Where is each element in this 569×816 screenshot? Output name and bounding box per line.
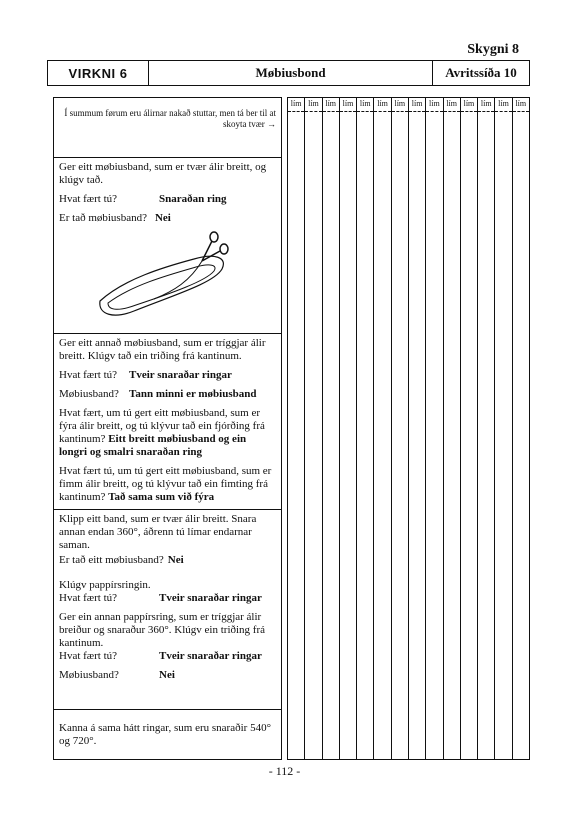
question: Hvat fært tú? bbox=[59, 193, 118, 205]
grid-column-label: lím bbox=[305, 98, 321, 112]
section-3 bbox=[54, 510, 281, 710]
grid-column bbox=[495, 98, 512, 759]
intro-section bbox=[54, 98, 281, 158]
section-4 bbox=[54, 710, 281, 759]
answer: Tann minni er møbiusband bbox=[129, 388, 257, 400]
section2-row-1 bbox=[59, 369, 276, 382]
grid-column bbox=[288, 98, 305, 759]
answer: Nei bbox=[167, 554, 184, 566]
question: Er tað eitt møbiusband? bbox=[59, 554, 164, 566]
section2-question-3 bbox=[59, 407, 276, 459]
glue-strip-grid bbox=[287, 97, 530, 760]
answer: Nei bbox=[159, 669, 175, 681]
grid-column-label: lím bbox=[461, 98, 477, 112]
section-1 bbox=[54, 158, 281, 334]
section4-instruction: Kanna á sama hátt ringar, sum eru snaraðir 540° og 720°. bbox=[59, 722, 271, 747]
section1-row-2 bbox=[59, 212, 276, 225]
answer: Snaraðan ring bbox=[159, 193, 227, 205]
section2-instruction: Ger eitt annað møbiusband, sum er tríggjar álir breitt. Klúgv tað ein triðing frá kantinum. bbox=[59, 337, 266, 362]
worksheet-label: Avritssíða 10 bbox=[445, 65, 517, 80]
question: Hvat fært tú? bbox=[59, 650, 118, 662]
section1-instruction: Ger eitt møbiusband, sum er tvær álir breitt, og klúgv tað. bbox=[59, 161, 267, 186]
section3-row-mob bbox=[59, 554, 276, 567]
grid-column-label: lím bbox=[340, 98, 356, 112]
section1-row-1 bbox=[59, 193, 276, 206]
question-text: Hvat fært, um tú gert eitt møbiusband, sum er fýra álir breitt, og tú klývur tað ein fjórðing frá kantinum? bbox=[59, 407, 265, 445]
grid-column-label: lím bbox=[323, 98, 339, 112]
question: Hvat fært tú? bbox=[59, 369, 118, 381]
grid-column bbox=[513, 98, 529, 759]
section3-instruction: Klipp eitt band, sum er tvær álir breitt. Snara annan endan 360°, áðrenn tú límar endarnar saman. bbox=[59, 513, 257, 551]
grid-column-label: lím bbox=[495, 98, 511, 112]
grid-column bbox=[305, 98, 322, 759]
intro-text: Í summum førum eru álirnar nakað stuttar, men tá ber til at skoyta tvær bbox=[64, 108, 276, 129]
header-bar bbox=[47, 60, 530, 86]
section3-cut: Klúgv pappírsringin. bbox=[59, 579, 151, 591]
answer: Nei bbox=[154, 212, 171, 224]
grid-column-label: lím bbox=[409, 98, 425, 112]
grid-column bbox=[409, 98, 426, 759]
scissors-band-illustration bbox=[94, 231, 244, 323]
section3-row-3 bbox=[59, 669, 276, 682]
question: Møbiusband? bbox=[59, 669, 119, 681]
grid-column-label: lím bbox=[288, 98, 304, 112]
question: Møbiusband? bbox=[59, 388, 119, 400]
section3-row-2 bbox=[59, 650, 276, 663]
page-title: Møbiusbond bbox=[149, 61, 433, 85]
answer: Tveir snaraðar ringar bbox=[159, 650, 262, 662]
grid-column bbox=[357, 98, 374, 759]
section3-row-1 bbox=[59, 592, 276, 605]
grid-column-label: lím bbox=[357, 98, 373, 112]
grid-column-label: lím bbox=[478, 98, 494, 112]
grid-column-label: lím bbox=[392, 98, 408, 112]
page-number: - 112 - bbox=[268, 764, 301, 778]
grid-column-label: lím bbox=[426, 98, 442, 112]
grid-column bbox=[323, 98, 340, 759]
section3-instruction-2: Ger ein annan pappírsring, sum er tríggjar álir breiður og snaraður 360°. Klúgv ein triðing frá kantinum. bbox=[59, 611, 266, 649]
page-heading: Skygni 8 bbox=[467, 42, 519, 57]
grid-column-label: lím bbox=[374, 98, 390, 112]
answer: Tveir snaraðar ringar bbox=[159, 592, 262, 604]
grid-column bbox=[461, 98, 478, 759]
section-2 bbox=[54, 334, 281, 510]
grid-column bbox=[392, 98, 409, 759]
grid-column bbox=[444, 98, 461, 759]
section2-row-2 bbox=[59, 388, 276, 401]
answer: Eitt breitt møbiusband og ein longri og smalri snaraðan ring bbox=[59, 433, 247, 458]
arrow-right-icon: → bbox=[267, 119, 276, 129]
grid-column bbox=[478, 98, 495, 759]
answer: Tveir snaraðar ringar bbox=[129, 369, 232, 381]
grid-column bbox=[340, 98, 357, 759]
question: Er tað møbiusband? bbox=[59, 212, 147, 224]
grid-column bbox=[374, 98, 391, 759]
worksheet-panel bbox=[53, 97, 282, 760]
grid-column-label: lím bbox=[513, 98, 529, 112]
section2-question-4 bbox=[59, 465, 276, 504]
grid-column-label: lím bbox=[444, 98, 460, 112]
question: Hvat fært tú? bbox=[59, 592, 118, 604]
answer: Tað sama sum við fýra bbox=[108, 491, 215, 503]
grid-column bbox=[426, 98, 443, 759]
question-text: Hvat fært tú, um tú gert eitt møbiusband, sum er fimm álir breitt, og tú klývur tað ein fimting frá kantinum? bbox=[59, 465, 272, 503]
activity-label: VIRKNI 6 bbox=[48, 61, 149, 85]
